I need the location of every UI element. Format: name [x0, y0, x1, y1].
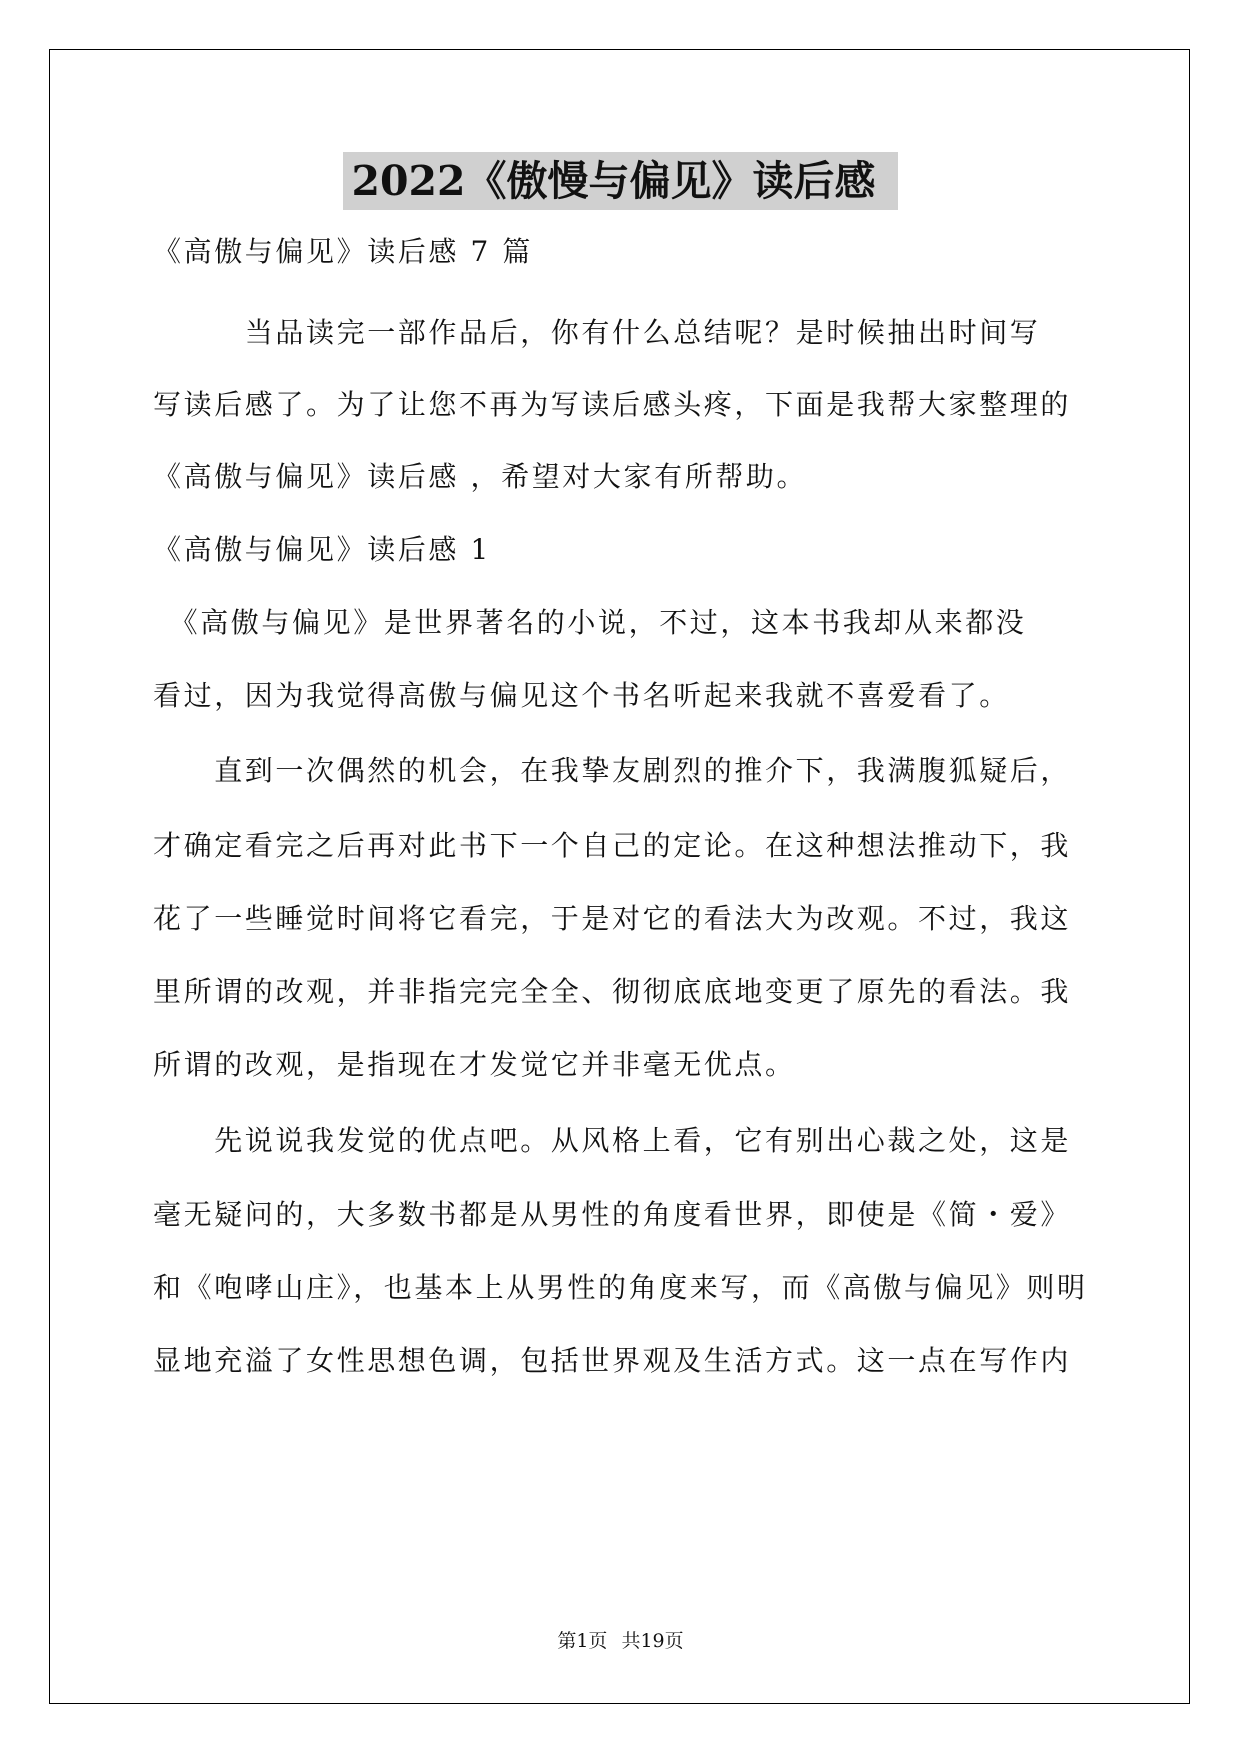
paragraph-line: 里所谓的改观，并非指完完全全、彻彻底底地变更了原先的看法。我 [153, 975, 1072, 1008]
page-border [49, 49, 1190, 1704]
paragraph-line: 《高傲与偏见》是世界著名的小说，不过，这本书我却从来都没 [153, 606, 1027, 639]
paragraph-line: 显地充溢了女性思想色调，包括世界观及生活方式。这一点在写作内 [153, 1344, 1072, 1377]
paragraph-line: 写读后感了。为了让您不再为写读后感头疼，下面是我帮大家整理的 [153, 388, 1072, 421]
paragraph-line: 《高傲与偏见》读后感 ，希望对大家有所帮助。 [153, 460, 808, 493]
paragraph-line: 花了一些睡觉时间将它看完，于是对它的看法大为改观。不过，我这 [153, 902, 1072, 935]
page-number: 第1页 [557, 1630, 608, 1652]
paragraph-line: 先说说我发觉的优点吧。从风格上看，它有别出心裁之处，这是 [153, 1124, 1072, 1157]
page-footer [0, 1628, 1241, 1654]
title-container [0, 152, 1241, 210]
paragraph-line: 才确定看完之后再对此书下一个自己的定论。在这种想法推动下，我 [153, 829, 1072, 862]
paragraph-line: 毫无疑问的，大多数书都是从男性的角度看世界，即使是《简・爱》 [153, 1198, 1072, 1231]
section-heading: 《高傲与偏见》读后感 1 [153, 533, 491, 566]
page-total: 共19页 [621, 1630, 684, 1652]
subtitle-line: 《高傲与偏见》读后感 7 篇 [153, 235, 534, 268]
paragraph-line: 当品读完一部作品后，你有什么总结呢？是时候抽出时间写 [153, 316, 1041, 349]
paragraph-line: 所谓的改观，是指现在才发觉它并非毫无优点。 [153, 1048, 796, 1081]
paragraph-line: 和《咆哮山庄》，也基本上从男性的角度来写，而《高傲与偏见》则明 [153, 1271, 1088, 1304]
paragraph-line: 看过，因为我觉得高傲与偏见这个书名听起来我就不喜爱看了。 [153, 679, 1010, 712]
document-title: 2022《傲慢与偏见》读后感 [343, 152, 897, 210]
paragraph-line: 直到一次偶然的机会，在我挚友剧烈的推介下，我满腹狐疑后， [153, 754, 1072, 787]
